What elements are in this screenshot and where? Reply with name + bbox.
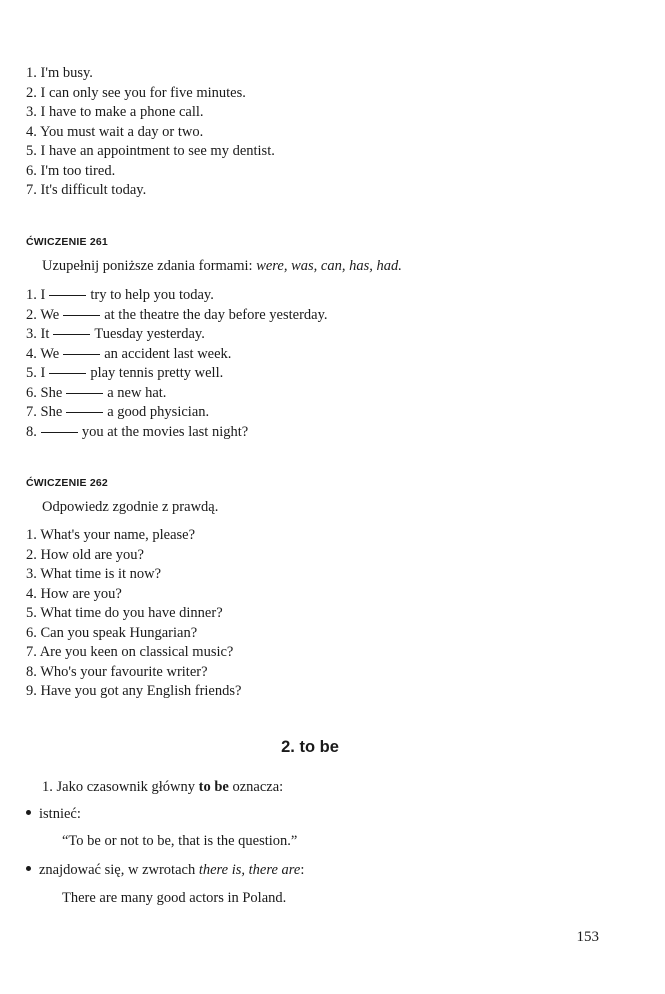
page-number: 153 bbox=[576, 929, 599, 945]
bullet-italic: there is, there are bbox=[198, 862, 301, 878]
list-item bbox=[26, 384, 166, 403]
item-text: She bbox=[40, 384, 63, 401]
item-text: She bbox=[40, 404, 63, 420]
item-number: 7. bbox=[26, 404, 37, 420]
blank-line bbox=[49, 373, 86, 374]
bullet-icon bbox=[26, 810, 31, 815]
list-item: 5. What time do you have dinner? bbox=[26, 605, 223, 621]
list-item: 2. I can only see you for five minutes. bbox=[26, 84, 246, 101]
point-term: to be bbox=[198, 779, 229, 795]
item-text: a good physician. bbox=[107, 404, 210, 420]
item-text: It bbox=[40, 326, 50, 342]
item-text: an accident last week. bbox=[104, 345, 232, 362]
list-item: 4. You must wait a day or two. bbox=[26, 123, 204, 140]
item-text: We bbox=[40, 306, 60, 323]
list-item: 1. I'm busy. bbox=[26, 65, 93, 81]
list-item: 6. I'm too tired. bbox=[26, 162, 116, 179]
item-text: We bbox=[40, 345, 60, 362]
instruction-forms: were, was, can, has, had. bbox=[256, 258, 402, 274]
exercise-262-heading: ĆWICZENIE 262 bbox=[26, 477, 108, 489]
blank-line bbox=[41, 432, 78, 433]
list-item bbox=[26, 364, 223, 383]
section-title: 2. to be bbox=[281, 738, 339, 756]
instruction-text: Uzupełnij poniższe zdania formami: bbox=[42, 258, 253, 274]
bullet-item bbox=[26, 862, 304, 879]
list-item: 4. How are you? bbox=[26, 585, 122, 602]
blank-line bbox=[63, 315, 100, 316]
item-number: 1. bbox=[26, 287, 37, 303]
item-number: 8. bbox=[26, 423, 37, 440]
list-item: 7. Are you keen on classical music? bbox=[26, 644, 234, 660]
list-item: 2. How old are you? bbox=[26, 546, 144, 563]
list-item bbox=[26, 403, 209, 422]
item-number: 4. bbox=[26, 345, 37, 362]
example-sentence: There are many good actors in Poland. bbox=[62, 890, 287, 906]
item-number: 3. bbox=[26, 326, 37, 342]
item-text: Tuesday yesterday. bbox=[94, 326, 205, 342]
example-quote: “To be or not to be, that is the question.” bbox=[62, 833, 298, 849]
item-text: I bbox=[40, 365, 46, 381]
point-text: oznacza: bbox=[232, 779, 284, 795]
list-item: 6. Can you speak Hungarian? bbox=[26, 624, 198, 641]
item-text: a new hat. bbox=[107, 384, 167, 401]
list-item bbox=[26, 345, 231, 364]
list-item: 9. Have you got any English friends? bbox=[26, 683, 242, 699]
list-item bbox=[26, 286, 214, 305]
blank-line bbox=[53, 334, 90, 335]
item-text: at the theatre the day before yesterday. bbox=[104, 306, 328, 323]
item-number: 5. bbox=[26, 365, 37, 381]
item-text: play tennis pretty well. bbox=[90, 365, 224, 381]
list-item: 8. Who's your favourite writer? bbox=[26, 663, 208, 680]
blank-line bbox=[49, 295, 86, 296]
item-text: I bbox=[40, 287, 46, 303]
item-text: you at the movies last night? bbox=[81, 423, 249, 440]
list-item: 3. I have to make a phone call. bbox=[26, 104, 204, 120]
list-item: 7. It's difficult today. bbox=[26, 182, 147, 198]
list-item: 1. What's your name, please? bbox=[26, 527, 196, 543]
exercise-262-instruction: Odpowiedz zgodnie z prawdą. bbox=[42, 499, 219, 515]
item-number: 2. bbox=[26, 306, 37, 323]
blank-line bbox=[66, 393, 103, 394]
bullet-icon bbox=[26, 866, 31, 871]
exercise-261-heading: ĆWICZENIE 261 bbox=[26, 236, 108, 248]
list-item bbox=[26, 306, 328, 325]
item-text: try to help you today. bbox=[90, 287, 214, 303]
point-text: 1. Jako czasownik główny bbox=[42, 779, 196, 795]
bullet-text: istnieć: bbox=[39, 806, 81, 822]
exercise-261-instruction bbox=[42, 258, 402, 275]
blank-line bbox=[63, 354, 100, 355]
bullet-text: znajdować się, w zwrotach bbox=[39, 862, 196, 878]
list-item bbox=[26, 325, 205, 344]
list-item: 5. I have an appointment to see my dentist. bbox=[26, 143, 275, 159]
list-item: 3. What time is it now? bbox=[26, 566, 162, 582]
blank-line bbox=[66, 412, 103, 413]
list-item bbox=[26, 423, 248, 442]
section-point-1 bbox=[42, 779, 283, 796]
bullet-item bbox=[26, 806, 81, 823]
item-number: 6. bbox=[26, 384, 37, 401]
bullet-text: : bbox=[300, 862, 305, 878]
